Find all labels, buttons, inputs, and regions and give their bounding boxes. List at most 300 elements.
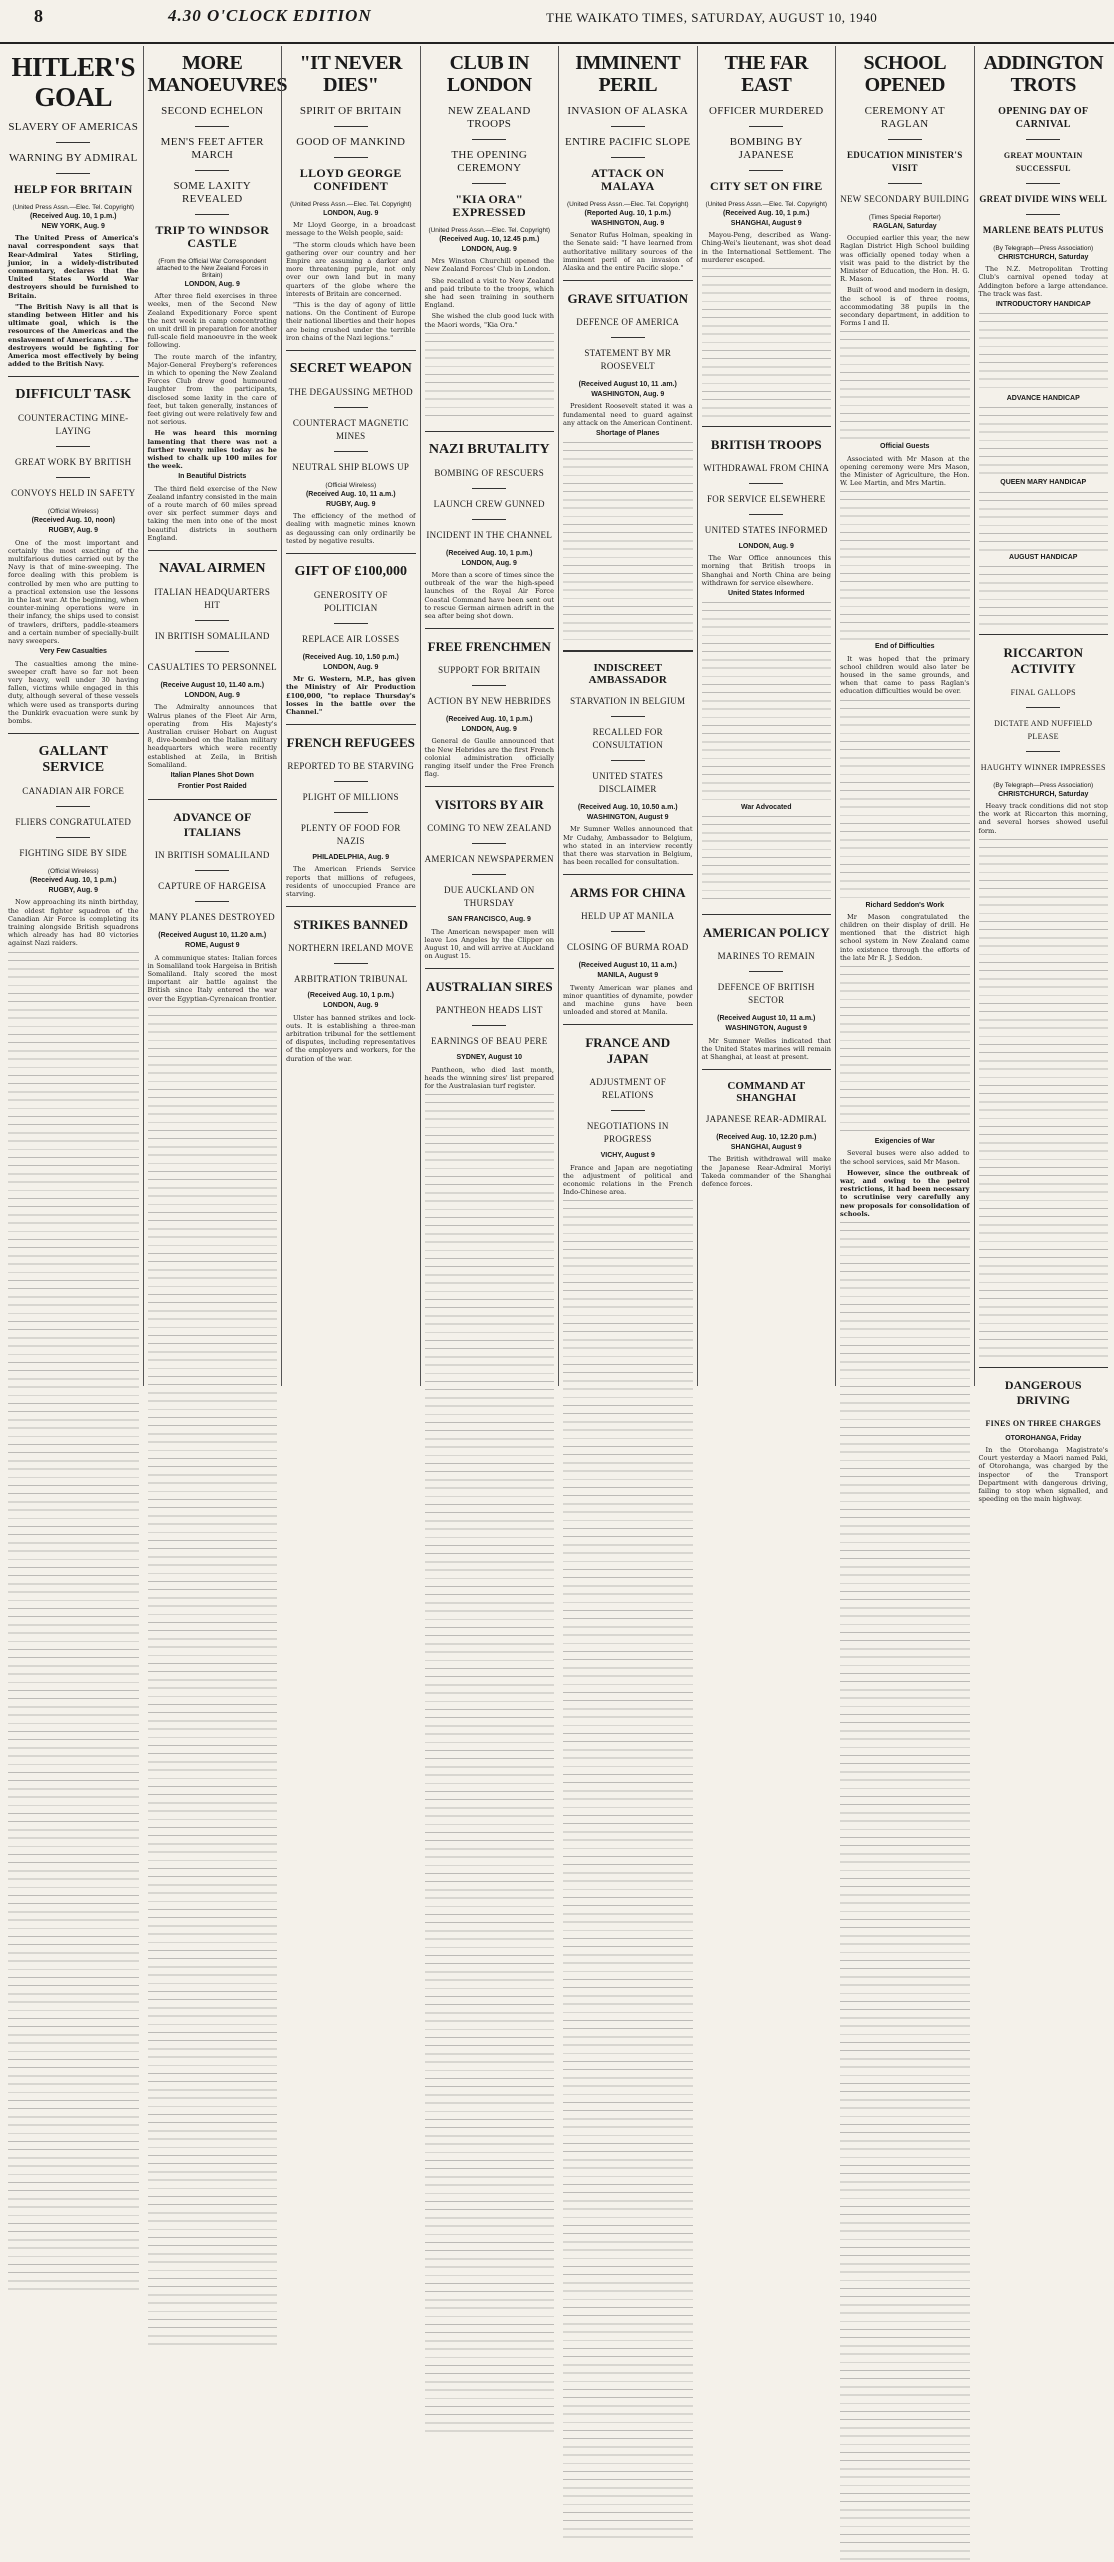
paragraph: However, since the outbreak of war, and owing to the petrol restrictions, it had been necessary to scrutinise very carefully any new proposals for consolidation of schools. — [840, 1168, 970, 1218]
article-body — [979, 554, 1109, 562]
divider — [148, 550, 278, 551]
deck: WITHDRAWAL FROM CHINA — [703, 463, 830, 474]
headline: THE FAR EAST — [724, 52, 808, 96]
subhead: Richard Seddon's Work — [865, 901, 945, 909]
article-body — [425, 916, 555, 960]
paragraph: The N.Z. Metropolitan Trotting Club's carnival opened today at Addington before a large attendance. The track was fast. — [978, 265, 1108, 298]
section-head: VISITORS BY AIR — [434, 797, 544, 813]
divider — [1026, 707, 1060, 708]
race-head: QUEEN MARY HANDICAP — [1000, 479, 1087, 487]
divider — [334, 451, 368, 452]
column-6 — [697, 46, 836, 1386]
article-body — [425, 560, 555, 620]
article-body — [563, 1152, 693, 1196]
deck: MARLENE BEATS PLUTUS — [982, 225, 1104, 235]
received-line: (Received Aug. 10, 11 a.m.) — [305, 491, 396, 499]
divider — [195, 651, 229, 652]
section-head: FRANCE AND JAPAN — [585, 1035, 671, 1067]
article-body — [563, 814, 693, 866]
text-filler — [8, 952, 139, 2292]
paragraph: Mr Mason congratulated the children on their display of drill. He mentioned that the district high school system in New Zealand came into existence through the efforts of the late Mr R. J. Seddon. — [840, 912, 970, 962]
paragraph: General de Gaulle announced that the New Hebrides are the first French colonial administration officially ranging itself under the Free French flag. — [424, 737, 554, 779]
deck: DEFENCE OF BRITISH SECTOR — [717, 982, 815, 1006]
deck: CAPTURE OF HARGEISA — [158, 881, 267, 892]
paragraph: Ulster has banned strikes and lock-outs. It is establishing a three-man arbitration tribunal for the settlement of disputes, including representatives of the employers and workers, for the duration of the war. — [286, 1013, 416, 1063]
column-3 — [281, 46, 420, 1386]
divider — [425, 431, 555, 432]
deck: LLOYD GEORGE CONFIDENT — [299, 166, 402, 193]
divider — [611, 126, 645, 127]
subhead: Exigencies of War — [874, 1138, 935, 1146]
divider — [702, 914, 832, 915]
section-head: RICCARTON ACTIVITY — [1003, 644, 1083, 676]
section-head: INDISCREET AMBASSADOR — [588, 662, 667, 687]
deck: FLIERS CONGRATULATED — [15, 817, 132, 828]
deck: LAUNCH CREW GUNNED — [433, 498, 545, 509]
deck: JAPANESE REAR-ADMIRAL — [705, 1114, 827, 1125]
text-filler — [979, 313, 1109, 393]
article-body — [425, 246, 555, 329]
deck: OPENING DAY OF CARNIVAL — [998, 106, 1089, 130]
received-line: (Reported Aug. 10, 1 p.m.) — [584, 210, 671, 217]
text-filler — [702, 602, 832, 802]
deck: WARNING BY ADMIRAL — [9, 152, 138, 164]
dateline: LONDON, Aug. 9 — [461, 726, 517, 734]
deck: TRIP TO WINDSOR CASTLE — [155, 223, 270, 250]
dateline: VICHY, August 9 — [600, 1152, 655, 1160]
article-body — [286, 210, 416, 342]
deck: CANADIAN AIR FORCE — [22, 786, 125, 797]
deck: MEN'S FEET AFTER MARCH — [160, 136, 264, 161]
received-line: (Received August 10, 11.20 a.m.) — [158, 932, 267, 940]
received-line: (Received August 10, 11 a.m.) — [717, 1015, 816, 1023]
deck: CITY SET ON FIRE — [710, 179, 823, 193]
deck: SUPPORT FOR BRITAIN — [438, 665, 541, 676]
deck: ARBITRATION TRIBUNAL — [293, 974, 408, 985]
race-head: INTRODUCTORY HANDICAP — [995, 301, 1091, 309]
received-line: (Received Aug. 10, 1.50 p.m.) — [302, 654, 399, 662]
section-head: FREE FRENCHMEN — [427, 639, 551, 655]
dateline: LONDON, Aug. 9 — [738, 543, 794, 551]
divider — [749, 126, 783, 127]
paragraph: Mr Lloyd George, in a broadcast message to the Welsh people, said: — [286, 221, 416, 238]
received-line: (Received Aug. 10, 1 p.m.) — [30, 213, 117, 220]
divider — [1026, 183, 1060, 184]
dateline: RUGBY, Aug. 9 — [48, 527, 99, 535]
deck: PLENTY OF FOOD FOR NAZIS — [300, 823, 401, 847]
paragraph: President Roosevelt stated it was a fundamental need to guard against any attack on the American Continent. — [563, 402, 693, 427]
paragraph: It was hoped that the primary school children would also later be housed in the same grounds, and when that came to pass Raglan's education difficulties would be over. — [840, 654, 970, 696]
dateline: LONDON, Aug. 9 — [184, 281, 240, 288]
section-head: BRITISH TROOPS — [710, 437, 822, 453]
paragraph: "The British Navy is all that is standing between Hitler and his ultimate goal, which is the resources of the Americas and the enslavement of Americans. . . . The destroyers would be fighting for America most effectively by being added to the British Navy. — [8, 302, 139, 369]
deck: NORTHERN IRELAND MOVE — [288, 943, 414, 954]
article-body — [979, 254, 1109, 309]
article-body — [702, 220, 832, 264]
credit-line: (Times Special Reporter) — [868, 214, 941, 221]
column-5 — [558, 46, 697, 1386]
subhead: United States Informed — [727, 590, 805, 598]
deck: IN BRITISH SOMALILAND — [154, 850, 270, 861]
race-head: AUGUST HANDICAP — [1009, 553, 1078, 561]
paragraph: In the Otorohanga Magistrate's Court yesterday a Maori named Paki, of Otorohanga, was charged by the inspector of the Transport Department with dangerous driving, failing to stop when signalled, and speeding on the main highway. — [978, 1446, 1108, 1504]
dateline: RAGLAN, Saturday — [872, 223, 937, 230]
paper-dateline: THE WAIKATO TIMES, SATURDAY, AUGUST 10, 1940 — [546, 10, 878, 25]
dateline: OTOROHANGA, Friday — [1005, 1434, 1082, 1442]
received-line: (Received Aug. 10, 10.50 a.m.) — [577, 804, 678, 812]
divider — [56, 173, 90, 174]
article-body — [979, 1435, 1109, 1504]
headline: SCHOOL OPENED — [863, 52, 947, 96]
deck: REPORTED TO BE STARVING — [287, 761, 415, 772]
article-body — [840, 643, 970, 695]
credit-line: (United Press Assn.—Elec. Tel. Copyright) — [705, 201, 828, 208]
paragraph: Twenty American war planes and minor quantities of dynamite, powder and machine guns have been unloaded and stored at Manila. — [563, 983, 693, 1017]
divider — [702, 426, 832, 427]
text-filler — [425, 1094, 555, 2434]
article-body — [286, 854, 416, 898]
article-body — [425, 1054, 555, 1090]
page-number: 8 — [34, 6, 43, 26]
dateline: SHANGHAI, August 9 — [730, 1144, 802, 1152]
deck: COMING TO NEW ZEALAND — [427, 823, 552, 834]
headline: HITLER'S GOAL — [11, 52, 136, 112]
divider — [472, 843, 506, 844]
credit-line: (Official Wireless) — [47, 508, 99, 516]
dateline: WASHINGTON, August 9 — [586, 814, 669, 822]
divider — [425, 628, 555, 629]
deck: GREAT MOUNTAIN SUCCESSFUL — [1003, 151, 1083, 173]
article-body — [840, 1138, 970, 1218]
deck: PANTHEON HEADS LIST — [435, 1005, 543, 1016]
article-body — [8, 223, 139, 368]
credit-line: (United Press Assn.—Elec. Tel. Copyright) — [289, 201, 412, 208]
text-filler — [702, 816, 832, 906]
divider — [286, 906, 416, 907]
section-head: GRAVE SITUATION — [567, 291, 689, 307]
section-head: GIFT OF £100,000 — [294, 564, 407, 580]
divider — [286, 350, 416, 351]
divider — [472, 685, 506, 686]
subhead: Frontier Post Raided — [177, 783, 247, 791]
dateline: LONDON, Aug. 9 — [323, 1002, 379, 1010]
deck: REPLACE AIR LOSSES — [302, 634, 400, 645]
divider — [334, 781, 368, 782]
dateline: CHRISTCHURCH, Saturday — [998, 790, 1089, 798]
deck: NEW SECONDARY BUILDING — [840, 194, 970, 204]
divider — [611, 716, 645, 717]
paragraph: Heavy track conditions did not stop the work at Riccarton this morning, and several horses showed useful form. — [978, 802, 1108, 835]
dateline: WASHINGTON, Aug. 9 — [591, 391, 665, 399]
divider — [56, 477, 90, 478]
divider — [563, 1024, 693, 1025]
dateline: WASHINGTON, August 9 — [725, 1025, 808, 1033]
divider — [334, 963, 368, 964]
subhead: Shortage of Planes — [596, 430, 660, 438]
deck: IN BRITISH SOMALILAND — [154, 631, 270, 642]
divider — [888, 139, 922, 140]
deck: STARVATION IN BELGIUM — [570, 696, 686, 707]
section-head: DANGEROUS DRIVING — [1004, 1377, 1082, 1407]
received-line: (Received Aug. 10, 1 p.m.) — [723, 210, 810, 217]
divider — [286, 553, 416, 554]
paragraph: Mr G. Western, M.P., has given the Ministry of Air Production £100,000, "to replace Thursday's losses in the battle over the Channel." — [286, 675, 416, 717]
column-7 — [835, 46, 974, 1386]
deck: CASUALTIES TO PERSONNEL — [147, 662, 277, 673]
text-filler — [979, 492, 1109, 552]
received-line: (Received Aug. 10, noon) — [31, 517, 115, 525]
paragraph: The War Office announces this morning that British troops in Shanghai and North China are being withdrawn for service elsewhere. — [701, 554, 831, 587]
section-head: DIFFICULT TASK — [15, 387, 132, 403]
divider — [334, 623, 368, 624]
deck: STATEMENT BY MR ROOSEVELT — [584, 348, 672, 372]
section-head: AUSTRALIAN SIRES — [425, 979, 553, 995]
deck: UNITED STATES INFORMED — [704, 525, 828, 536]
paragraph: "This is the day of agony of little nations. On the Continent of Europe their national liberties and their hopes are being crushed under the terrible iron chains of the Nazi legions." — [286, 301, 416, 342]
dateline: WASHINGTON, Aug. 9 — [591, 220, 665, 227]
divider — [472, 1025, 506, 1026]
divider — [611, 157, 645, 158]
divider — [334, 812, 368, 813]
deck: MARINES TO REMAIN — [717, 951, 815, 962]
paragraph: Several buses were also added to the school services, said Mr Mason. — [840, 1149, 970, 1166]
article-body — [840, 902, 970, 962]
deck: SECOND ECHELON — [161, 105, 264, 117]
headline: "IT NEVER DIES" — [299, 52, 402, 96]
deck: SPIRIT OF BRITAIN — [299, 105, 402, 117]
section-head: NAVAL AIRMEN — [159, 561, 266, 577]
edition-label: 4.30 O'CLOCK EDITION — [168, 6, 372, 25]
article-body — [979, 791, 1109, 835]
dateline: ROME, August 9 — [184, 942, 240, 950]
divider — [702, 1069, 832, 1070]
divider — [472, 488, 506, 489]
paragraph: One of the most important and certainly the most exacting of the multifarious duties carried out by the Navy is that of mine-sweeping. The force dealing with this problem is controlled by men who are putting to a practical extension use the lessons in the last war. At the beginning, when counter-mining operations were in their infancy, the ships used to consist of trawlers, drifters, paddle-steamers and a certain number of specially-built navy sweepers. — [8, 538, 139, 646]
text-filler — [840, 331, 970, 441]
headline: MORE MANOEUVRES — [147, 52, 287, 96]
paragraph: Associated with Mr Mason at the opening ceremony were Mrs Mason, the Minister of Agriculture, the Hon. W. Lee Martin, and Mrs Martin. — [840, 454, 970, 488]
divider — [979, 634, 1109, 635]
deck: PLIGHT OF MILLIONS — [302, 792, 399, 803]
divider — [472, 874, 506, 875]
deck: BOMBING BY JAPANESE — [729, 136, 803, 161]
article-body — [148, 281, 278, 542]
article-body — [286, 501, 416, 545]
deck: MANY PLANES DESTROYED — [149, 912, 275, 923]
paragraph: He was heard this morning lamenting that there was not a further twenty miles today as he wished to chalk up 100 miles for the week. — [147, 429, 277, 471]
divider — [1026, 751, 1060, 752]
deck: HELD UP AT MANILA — [581, 911, 675, 922]
divider — [56, 446, 90, 447]
received-line: (Received August 10, 11 .am.) — [578, 381, 677, 389]
received-line: (Received Aug. 10, 1 p.m.) — [446, 716, 533, 724]
deck: CEREMONY AT RAGLAN — [864, 105, 945, 130]
dateline: LONDON, Aug. 9 — [461, 559, 517, 567]
deck: INCIDENT IN THE CHANNEL — [426, 529, 553, 540]
credit-line: (By Telegraph—Press Association) — [993, 781, 1094, 789]
article-body — [563, 972, 693, 1016]
divider — [8, 733, 139, 734]
deck: ITALIAN HEADQUARTERS HIT — [154, 587, 271, 611]
paragraph: Mayou-Peng, described as Wang-Ching-Wei's lieutenant, was shot dead in the International Settlement. The murderer escaped. — [701, 231, 831, 264]
article-body — [979, 395, 1109, 403]
paragraph: Senator Rufus Holman, speaking in the Senate said: "I have learned from authoritative military sources of the imminent peril of an invasion of Alaska and the entire Pacific slope." — [563, 231, 693, 273]
divider — [888, 183, 922, 184]
paragraph: After three field exercises in three weeks, men of the Second New Zealand Expeditionary Force spent the next week in camp concentrating on unit drill in preparation for another full-scale field manoeuvre in the week following. — [147, 292, 277, 350]
article-body — [979, 479, 1109, 487]
headline: CLUB IN LONDON — [446, 52, 532, 96]
paragraph: "The storm clouds which have been gathering over our country and her Empire are assuming a darker and more threatening purple, not only over our own land but in many quarters of the globe where the interests of Britain are concerned. — [286, 240, 416, 298]
article-body — [840, 443, 970, 487]
paragraph: The efficiency of the method of dealing with magnetic mines known as degaussing can only ordinarily be tested by negative results. — [286, 512, 416, 545]
paragraph: Mrs Winston Churchill opened the New Zealand Forces' Club in London. — [424, 257, 554, 274]
dateline: LONDON, Aug. 9 — [461, 246, 517, 253]
divider — [749, 514, 783, 515]
dateline: SYDNEY, August 10 — [456, 1054, 522, 1062]
divider — [1026, 139, 1060, 140]
deck: DUE AUCKLAND ON THURSDAY — [444, 885, 535, 909]
divider — [195, 620, 229, 621]
dateline: NEW YORK, Aug. 9 — [41, 223, 105, 230]
deck: ATTACK ON MALAYA — [591, 166, 665, 193]
deck: BOMBING OF RESCUERS — [434, 467, 545, 478]
paragraph: Built of wood and modern in design, the school is of three rooms, accommodating 38 pupils in the secondary department, in addition to Forms I and II. — [840, 286, 970, 328]
columns — [4, 46, 1112, 1504]
credit-line: (United Press Assn.—Elec. Tel. Copyright) — [566, 201, 689, 208]
deck: HAUGHTY WINNER IMPRESSES — [980, 762, 1106, 772]
received-line: (Received Aug. 10, 1 p.m.) — [307, 992, 394, 1000]
deck: NEUTRAL SHIP BLOWS UP — [292, 462, 410, 473]
deck: HELP FOR BRITAIN — [13, 182, 133, 196]
article-body — [702, 804, 832, 812]
divider — [195, 901, 229, 902]
article-body — [148, 942, 278, 1002]
article-body — [563, 391, 693, 438]
divider — [286, 724, 416, 725]
subhead: In Beautiful Districts — [178, 473, 247, 481]
deck: UNITED STATES DISCLAIMER — [592, 771, 664, 795]
article-body — [425, 726, 555, 778]
text-filler — [840, 966, 970, 1136]
deck: THE OPENING CEREMONY — [451, 149, 528, 174]
section-head: GALLANT SERVICE — [38, 744, 108, 776]
paragraph: Pantheon, who died last month, heads the winning sires' list prepared for the Australasian turf register. — [424, 1065, 554, 1091]
paragraph: Occupied earlier this year, the new Raglan District High School building was officially opened today when a visit was paid to the district by the Minister of Education, the Hon. H. G. R. Mason. — [840, 234, 970, 284]
text-filler — [425, 333, 555, 423]
divider — [334, 407, 368, 408]
text-filler — [840, 700, 970, 900]
deck: ACTION BY NEW HEBRIDES — [427, 696, 552, 707]
article-body — [702, 1025, 832, 1061]
dateline: SHANGHAI, August 9 — [730, 220, 802, 227]
article-body — [8, 887, 139, 947]
section-head: ARMS FOR CHINA — [569, 885, 686, 901]
paragraph: A communique states: Italian forces in Somaliland took Hargeisa in British Somaliland. Italy scored the most important air battle against the British since Italy entered the war over the Egyptian-Cyrenaican frontier. — [147, 953, 277, 1003]
deck: RECALLED FOR CONSULTATION — [592, 727, 664, 751]
text-filler — [702, 268, 832, 418]
deck: GREAT DIVIDE WINS WELL — [979, 194, 1108, 204]
paragraph: The British withdrawal will make the Japanese Rear-Admiral Moriyi Takeda commander of the Shanghai defence forces. — [701, 1155, 831, 1189]
divider — [56, 806, 90, 807]
subhead: End of Difficulties — [875, 643, 935, 651]
dateline: MANILA, August 9 — [597, 972, 659, 980]
divider — [472, 139, 506, 140]
deck: COUNTERACT MAGNETIC MINES — [292, 418, 409, 442]
divider — [563, 650, 693, 652]
paragraph: Mr Sumner Welles announced that Mr Cudahy, Ambassador to Belgium, who stated in an interview recently that there was starvation in Belgium, has been recalled for consultation. — [563, 825, 693, 867]
deck: GENEROSITY OF POLITICIAN — [313, 590, 388, 614]
received-line: (Received Aug. 10, 1 p.m.) — [446, 549, 533, 557]
credit-line: (Official Wireless) — [325, 482, 377, 490]
deck: "KIA ORA" EXPRESSED — [452, 192, 526, 219]
paragraph: The United Press of America's naval correspondent says that Rear-Admiral Yates Stirling, junior, in a widely-distributed commentary, declares that the United States World War destroyers should be furnished to Britain. — [8, 234, 139, 300]
deck: GOOD OF MANKIND — [296, 136, 406, 148]
deck: OFFICER MURDERED — [708, 105, 824, 117]
divider — [195, 870, 229, 871]
section-head: ADVANCE OF ITALIANS — [173, 810, 252, 840]
text-filler — [840, 1222, 970, 2562]
deck: ENTIRE PACIFIC SLOPE — [565, 136, 691, 148]
deck: EDUCATION MINISTER'S VISIT — [846, 150, 963, 173]
headline: IMMINENT PERIL — [575, 52, 681, 96]
divider — [148, 799, 278, 800]
credit-line: (United Press Assn.—Elec. Tel. Copyright) — [428, 227, 551, 234]
headline: ADDINGTON TROTS — [983, 52, 1104, 96]
deck: AMERICAN NEWSPAPERMEN — [424, 854, 554, 865]
divider — [749, 170, 783, 171]
section-head: SECRET WEAPON — [289, 361, 412, 377]
paragraph: The American Friends Service reports that millions of refugees, residents of unoccupied France are starving. — [286, 865, 416, 899]
credit-line: (By Telegraph—Press Association) — [993, 245, 1094, 252]
credit-line: (United Press Assn.—Elec. Tel. Copyright) — [12, 204, 135, 211]
received-line: (Received Aug. 10, 12.20 p.m.) — [716, 1134, 817, 1142]
dateline: RUGBY, Aug. 9 — [325, 501, 376, 509]
dateline: LONDON, Aug. 9 — [323, 664, 379, 672]
deck: EARNINGS OF BEAU PERE — [430, 1036, 548, 1047]
article-body — [286, 1002, 416, 1062]
article-body — [8, 527, 139, 725]
subhead: War Advocated — [741, 804, 792, 812]
article-body — [563, 220, 693, 272]
article-body — [840, 223, 970, 327]
deck: FIGHTING SIDE BY SIDE — [19, 848, 128, 859]
received-line: (Receive August 10, 11.40 a.m.) — [160, 682, 265, 690]
article-body — [702, 1144, 832, 1188]
paragraph: Mr Sumner Welles indicated that the United States marines will remain at Shanghai, at least at present. — [701, 1036, 831, 1062]
text-filler — [979, 839, 1109, 1359]
deck: FOR SERVICE ELSEWHERE — [706, 494, 826, 505]
section-head: AMERICAN POLICY — [702, 925, 830, 941]
deck: CONVOYS HELD IN SAFETY — [11, 488, 136, 499]
dateline: RUGBY, Aug. 9 — [48, 887, 99, 895]
divider — [749, 483, 783, 484]
divider — [195, 170, 229, 171]
divider — [611, 760, 645, 761]
deck: ADJUSTMENT OF RELATIONS — [589, 1077, 666, 1101]
deck: NEW ZEALAND TROOPS — [447, 105, 531, 130]
received-line: (Received Aug. 10, 1 p.m.) — [30, 877, 117, 885]
text-filler — [979, 566, 1109, 626]
deck: FINAL GALLOPS — [1010, 687, 1076, 697]
divider — [611, 337, 645, 338]
section-head: STRIKES BANNED — [293, 917, 408, 933]
received-line: (Received August 10, 11 a.m.) — [578, 962, 677, 970]
divider — [56, 142, 90, 143]
paragraph: The American newspaper men will leave Los Angeles by the Clipper on August 10, and will arrive at Auckland on August 15. — [424, 927, 554, 961]
deck: DEFENCE OF AMERICA — [576, 317, 680, 328]
deck: COUNTERACTING MINE-LAYING — [18, 413, 129, 437]
section-head: FRENCH REFUGEES — [286, 735, 415, 751]
